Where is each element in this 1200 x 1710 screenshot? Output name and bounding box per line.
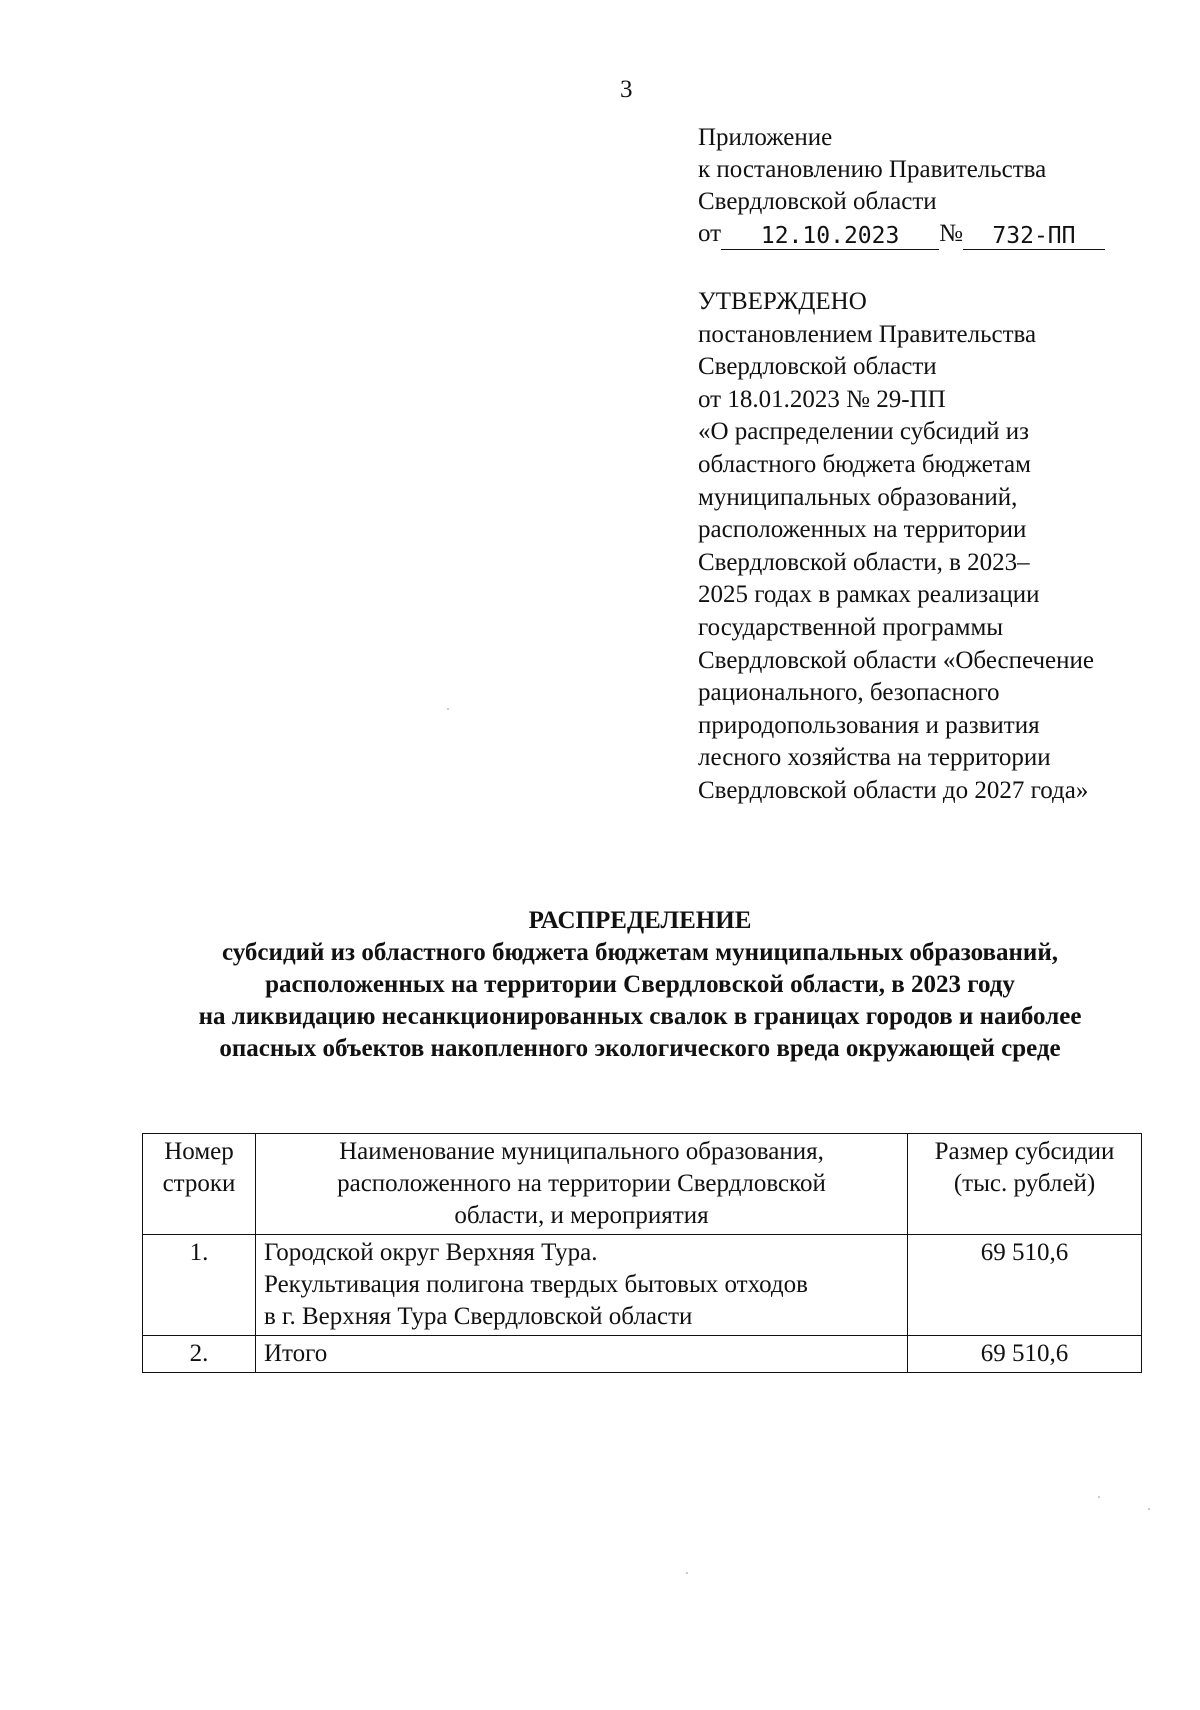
heading-subtitle-line: на ликвидацию несанкционированных свалок в границах городов и наиболее (198, 1003, 1082, 1030)
heading-subtitle-line: субсидий из областного бюджета бюджетам муниципальных образований, (222, 939, 1058, 966)
approved-line: от 18.01.2023 № 29-ПП (698, 385, 946, 413)
approved-block (698, 286, 1094, 808)
approved-line: природопользования и развития (698, 711, 1040, 739)
annex-date-number-line (698, 218, 1105, 250)
approved-line: постановлением Правительства (698, 320, 1037, 348)
number-prefix: № (939, 220, 963, 247)
approved-line: «О распределении субсидий из (698, 418, 1030, 446)
row-amount: 69 510,6 (908, 1336, 1142, 1373)
header-text: расположенного на территории Свердловской (337, 1170, 826, 1197)
approved-line: государственной программы (698, 613, 1004, 641)
heading-subtitle-line: расположенных на территории Свердловской области, в 2023 году (265, 971, 1015, 998)
header-amount (908, 1134, 1142, 1235)
approved-line: Свердловской области, в 2023– (698, 548, 1030, 576)
document-heading (130, 905, 1150, 1065)
approved-line: лесного хозяйства на территории (698, 744, 1051, 772)
header-text: Размер субсидии (934, 1138, 1115, 1165)
date-prefix: от (698, 220, 722, 247)
heading-subtitle-line: опасных объектов накопленного экологического вреда окружающей среде (219, 1035, 1061, 1062)
row-amount: 69 510,6 (908, 1235, 1142, 1336)
approved-line: муниципальных образований, (698, 483, 1018, 511)
annex-line: Приложение (698, 124, 833, 151)
scan-speck (686, 1572, 688, 1574)
row-number: 2. (143, 1336, 256, 1373)
row-name (256, 1235, 908, 1336)
approved-line: Свердловской области до 2027 года» (698, 776, 1089, 804)
row-name-line: в г. Верхняя Тура Свердловской области (264, 1303, 693, 1330)
header-text: Наименование муниципального образования, (339, 1138, 824, 1165)
annex-line: Свердловской области (698, 188, 937, 215)
annex-line: к постановлению Правительства (698, 156, 1047, 183)
header-text: (тыс. рублей) (953, 1170, 1096, 1197)
header-row-number (143, 1134, 256, 1235)
row-name-line: Рекультивация полигона твердых бытовых отходов (264, 1271, 808, 1298)
approved-line: расположенных на территории (698, 516, 1027, 544)
row-name (256, 1336, 908, 1373)
heading-title: РАСПРЕДЕЛЕНИЕ (528, 907, 752, 934)
scan-speck (447, 708, 449, 710)
number-value: 732-ПП (963, 223, 1105, 250)
header-text: области, и мероприятия (454, 1202, 709, 1229)
scan-speck (1098, 1496, 1100, 1498)
header-text: строки (162, 1170, 236, 1197)
table-header-row (143, 1134, 1142, 1235)
header-name (256, 1134, 908, 1235)
approved-line: 2025 годах в рамках реализации (698, 581, 1040, 609)
table-row (143, 1235, 1142, 1336)
approved-line: УТВЕРЖДЕНО (698, 288, 867, 315)
date-value: 12.10.2023 (721, 223, 939, 250)
row-name-line: Итого (264, 1340, 328, 1367)
row-number: 1. (143, 1235, 256, 1336)
table-row-total (143, 1336, 1142, 1373)
approved-line: Свердловской области (698, 353, 937, 381)
annex-block (698, 122, 1105, 250)
approved-line: Свердловской области «Обеспечение (698, 646, 1095, 674)
page-number: 3 (620, 76, 633, 103)
approved-line: областного бюджета бюджетам (698, 450, 1031, 478)
header-text: Номер (164, 1138, 234, 1165)
scan-speck (1148, 1508, 1150, 1510)
distribution-table (142, 1133, 1142, 1373)
row-name-line: Городской округ Верхняя Тура. (264, 1239, 598, 1266)
approved-line: рационального, безопасного (698, 679, 1000, 707)
